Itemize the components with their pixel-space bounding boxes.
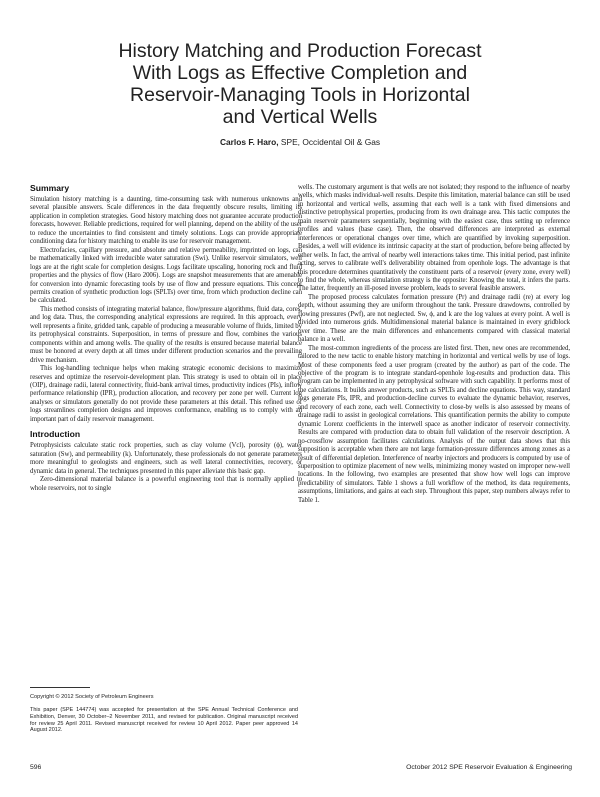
author-line [0, 137, 600, 147]
summary-heading: Summary [30, 183, 70, 193]
author-name: Carlos F. Haro, [219, 137, 279, 147]
summary-paragraph: This log-handling technique helps when making strategic economic decisions to maximize reserves and optimize the reservoir-development plan. This strategy is used to obtain oil in place (OIP), drainage radii, lateral connectivity, fluid-bank arrival times, productivity indices (PIs), inflow performance relationship (IPR), production allocation, and recovery per zone per well. Current log analyses or simulators generally do not provide these parameters at this detail. This refined use of logs streamlines completion designs and improves conformance, enabling us to comply with an important part of daily reservoir management. [30, 365, 302, 423]
author-affiliation: SPE, Occidental Oil & Gas [278, 137, 381, 147]
summary-paragraph: Simulation history matching is a daunting, time-consuming task with numerous unknowns and several plausible answers. Scale differences in the data frequently obscure results, limiting its application in completion strategies. Good history matching does not guarantee accurate production forecasts, however. Reliable predictions, required for well planning, depend on the ability of the user to reduce the uncertainties to find consistent and timely solutions. Logs can provide appropriate conditioning data for history matching to enable its use for reservoir management. [30, 196, 302, 246]
body-paragraph: wells. The customary argument is that wells are not isolated; they respond to the influence of nearby wells, which masks individual-well results. Despite this limitation, material balance can still be used in horizontal and vertical wells, assuming that each well is a tank with fixed dimensions and distinctive petrophysical properties, producing from its own drainage area. This tactic computes the main reservoir parameters sequentially, beginning with the easiest case, thus setting up reference profiles and values (base case). Then, the observed differences are interpreted as external interferences or operational changes over time, which are quantified by invoking superposition. Besides, a well will evidence its intrinsic capacity at the start of production, before being affected by other wells. In fact, the arrival of nearby well interactions takes time. This initial period, past infinite acting, serves to calibrate well's deliverability obtained from openhole logs. The advantage is that this procedure determines quantitatively the constituent parts of a reservoir (every zone, every well) to find the whole, whereas simulation strategy is the opposite: Knowing the total, it infers the parts. The latter, frequently an ill-posed inverse problem, leads to several feasible answers. [298, 184, 570, 293]
left-column [30, 183, 302, 493]
summary-paragraph: Electrofacies, capillary pressure, and absolute and relative permeability, imprinted on logs, can be mathematically linked with irreducible water saturation (Swi). Unlike reservoir simulators, well logs are at the right scale for completion designs. Logs facilitate upscaling, honoring rock and fluid properties and the physics of flow (Haro 2006). Logs are snapshot measurements that are amenable for conversion into dynamic forecasting tools by use of flow and pressure equations. This concept permits creation of synthetic production logs (SPLTs) over time, from which production decline can be calculated. [30, 246, 302, 305]
title-line: and Vertical Wells [222, 106, 378, 128]
introduction-heading: Introduction [30, 429, 81, 440]
summary-paragraph: This method consists of integrating material balance, flow/pressure algorithms, fluid data, cores, and log data. Thus, the corresponding analytical expressions are required. In this approach, every well represents a finite, gridded tank, capable of producing a measurable volume of fluids, limited by its petrophysical constraints. Superposition, in terms of pressure and flow, combines the various components within and among wells. The quality of the results is ensured because material balance must be honored at every depth at all times under different production scenarios and the prevailing drive mechanism. [30, 305, 302, 364]
article-title [20, 40, 580, 128]
page-number: 596 [30, 764, 42, 771]
body-paragraph: The most-common ingredients of the process are listed first. Then, new ones are recommended, tailored to the new tactic to enable history matching in horizontal and vertical wells by use of logs. Most of these components feed a user program (created by the author) as part of the code. The objective of the program is to integrate standard-openhole log-results and production data. This program can be implemented in any petrophysical software with such capability. It performs most of the calculations. It builds answer products, such as SPLTs and decline equations. This way, standard logs generate PIs, IPR, and production-decline curves to evaluate the dynamic behavior, reserves, and recovery of each zone, each well. Connectivity to close-by wells is also assessed by means of drainage radii to assist in geological correlations. This quantification permits the ability to compute dynamic Lorenz coefficients in the interwell space as another indicator of reservoir connectivity. Results are compared with production data to obtain full validation of the reservoir description. A no-crossflow assumption facilitates calculations. Analysis of the output data shows that this supposition is acceptable when there are not large formation-pressure differences among zones as a result of differential depletion. Interference of nearby injectors and producers is computed by use of superposition to optimize placement of new wells, minimizing money wasted on improper new-well locations. In the following, two examples are presented that show how well logs can improve predictability of simulators. Table 1 shows a full workflow of the method, its data requirements, assumptions, limitations, and gains at each step. Throughout this paper, step numbers always refer to Table 1. [298, 344, 570, 504]
title-line: With Logs as Effective Completion and [132, 62, 468, 84]
title-line: Reservoir-Managing Tools in Horizontal [130, 84, 470, 106]
title-line: History Matching and Production Forecast [118, 40, 482, 62]
copyright-notice: Copyright © 2012 Society of Petroleum Engineers [30, 694, 154, 700]
intro-paragraph: Zero-dimensional material balance is a powerful engineering tool that is normally applied to whole reservoirs, not to single [30, 476, 302, 492]
body-paragraph: The proposed process calculates formation pressure (Pr) and drainage radii (re) at every log depth, without assuming they are uniform throughout the tank. Pressure drawdowns, controlled by flowing pressures (Pwf), are not neglected. Sw, ϕ, and k are the log values at every point. A well is divided into numerous grids. Multidimensional material balance is maintained in every gridblock over time. These are the main differences and enhancements compared with classical material balance in a well. [298, 293, 570, 344]
intro-paragraph: Petrophysicists calculate static rock properties, such as clay volume (Vcl), porosity (ϕ), water saturation (Sw), and permeability (k). Unfortunately, these professionals do not generate parameters more meaningful to geologists and engineers, such as well lateral connectivities, recovery, or dynamic data in general. The techniques presented in this paper alleviate this basic gap. [30, 442, 302, 475]
right-column [298, 184, 570, 505]
footnote-rule [30, 687, 90, 688]
journal-info: October 2012 SPE Reservoir Evaluation & Engineering [406, 764, 572, 771]
publication-footnote: This paper (SPE 144774) was accepted for presentation at the SPE Annual Technical Conference and Exhibition, Denver, 30 October–2 November 2011, and revised for publication. Original manuscript received for review 25 April 2011. Revised manuscript received for review 10 April 2012. Paper peer approved 14 August 2012. [30, 707, 298, 734]
